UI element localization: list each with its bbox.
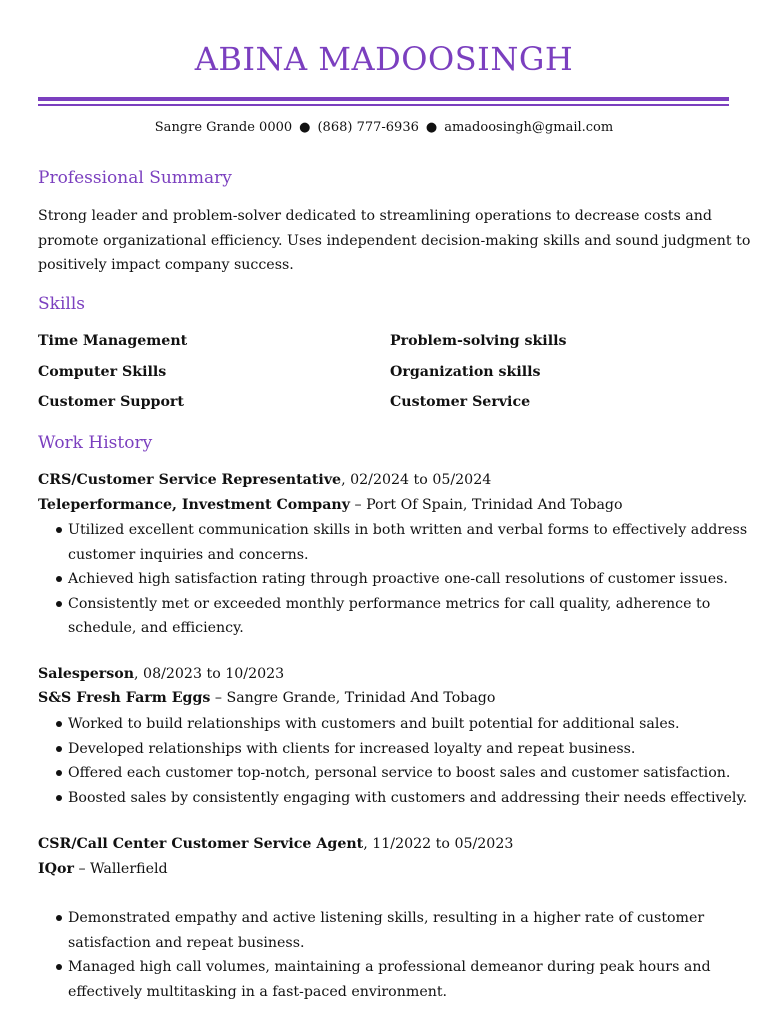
job-role: Salesperson bbox=[38, 666, 135, 682]
bullet-dot-icon bbox=[56, 746, 62, 752]
job-company-line bbox=[38, 690, 495, 706]
candidate-name: ABINA MADOOSINGH bbox=[194, 40, 574, 78]
list-item bbox=[38, 955, 738, 1004]
job-location: – Port Of Spain, Trinidad And Tobago bbox=[349, 497, 623, 513]
list-item bbox=[38, 786, 748, 811]
summary-line: positively impact company success. bbox=[38, 257, 294, 273]
bullet-text: Consistently met or exceeded monthly performance metrics for call quality, adherence to bbox=[68, 595, 711, 612]
skill-item: Customer Support bbox=[38, 394, 184, 410]
list-item bbox=[38, 592, 738, 641]
section-title-work-history: Work History bbox=[38, 433, 153, 453]
job-bullets bbox=[38, 518, 748, 641]
list-item bbox=[38, 761, 738, 786]
job-company-line bbox=[38, 861, 168, 877]
job-title-line bbox=[38, 666, 284, 682]
job-role: CRS/Customer Service Representative bbox=[38, 472, 342, 488]
job-role: CSR/Call Center Customer Service Agent bbox=[38, 836, 364, 852]
separator-dot-1: ● bbox=[299, 120, 311, 135]
contact-phone: (868) 777-6936 bbox=[317, 120, 419, 135]
job-company: S&S Fresh Farm Eggs bbox=[38, 690, 211, 706]
bullet-text: Developed relationships with clients for increased loyalty and repeat business. bbox=[68, 740, 636, 757]
bullet-dot-icon bbox=[56, 527, 62, 533]
list-item bbox=[38, 712, 738, 737]
job-title-line bbox=[38, 472, 491, 488]
job-bullets bbox=[38, 906, 738, 1004]
section-title-summary: Professional Summary bbox=[38, 168, 232, 188]
bullet-text: Managed high call volumes, maintaining a professional demeanor during peak hours and bbox=[68, 959, 711, 975]
job-dates: , 02/2024 to 05/2024 bbox=[341, 472, 492, 488]
bullet-dot-icon bbox=[56, 601, 62, 607]
bullet-text: satisfaction and repeat business. bbox=[68, 934, 305, 951]
job-company-line bbox=[38, 497, 623, 513]
list-item bbox=[38, 906, 738, 955]
bullet-text: Worked to build relationships with customers and built potential for additional sales. bbox=[68, 716, 680, 732]
skill-item: Problem-solving skills bbox=[390, 333, 567, 349]
bullet-text: Demonstrated empathy and active listening skills, resulting in a higher rate of customer bbox=[68, 910, 705, 926]
bullet-text: Boosted sales by consistently engaging with customers and addressing their needs effectively. bbox=[68, 789, 748, 806]
bullet-text: schedule, and efficiency. bbox=[68, 620, 244, 636]
job-dates: , 08/2023 to 10/2023 bbox=[134, 666, 285, 682]
bullet-text: Offered each customer top-notch, personal service to boost sales and customer satisfaction. bbox=[68, 765, 731, 781]
skill-item: Customer Service bbox=[390, 394, 531, 410]
bullet-text: customer inquiries and concerns. bbox=[68, 546, 309, 563]
header-rule-thin bbox=[38, 104, 729, 106]
job-location: – Sangre Grande, Trinidad And Tobago bbox=[210, 690, 496, 706]
bullet-dot-icon bbox=[56, 770, 62, 776]
skill-item: Organization skills bbox=[390, 364, 541, 380]
bullet-dot-icon bbox=[56, 915, 62, 921]
list-item bbox=[38, 518, 748, 567]
list-item bbox=[38, 737, 738, 762]
section-title-skills: Skills bbox=[38, 294, 85, 314]
contact-line bbox=[0, 120, 768, 135]
bullet-text: Achieved high satisfaction rating through proactive one-call resolutions of customer issues. bbox=[68, 571, 728, 587]
summary-line: promote organizational efficiency. Uses independent decision-making skills and sound judgment to bbox=[38, 232, 751, 249]
skill-item: Time Management bbox=[38, 333, 188, 349]
summary-paragraph bbox=[38, 204, 751, 278]
job-dates: , 11/2022 to 05/2023 bbox=[363, 836, 514, 852]
contact-address: Sangre Grande 0000 bbox=[154, 120, 293, 135]
summary-line: Strong leader and problem-solver dedicated to streamlining operations to decrease costs and bbox=[38, 208, 712, 224]
skill-item: Computer Skills bbox=[38, 364, 167, 380]
bullet-dot-icon bbox=[56, 795, 62, 801]
job-title-line bbox=[38, 836, 513, 852]
header-rule-thick bbox=[38, 97, 729, 101]
job-location: – Wallerfield bbox=[73, 861, 168, 877]
contact-email[interactable]: amadoosingh@gmail.com bbox=[444, 120, 614, 135]
job-company: IQor bbox=[38, 861, 74, 877]
bullet-text: effectively multitasking in a fast-paced environment. bbox=[68, 983, 448, 1000]
bullet-dot-icon bbox=[56, 576, 62, 582]
bullet-dot-icon bbox=[56, 964, 62, 970]
bullet-dot-icon bbox=[56, 721, 62, 727]
job-bullets bbox=[38, 712, 748, 810]
list-item bbox=[38, 567, 738, 592]
job-company: Teleperformance, Investment Company bbox=[38, 497, 350, 513]
bullet-text: Utilized excellent communication skills in both written and verbal forms to effectively address bbox=[68, 522, 748, 538]
separator-dot-2: ● bbox=[425, 120, 438, 135]
